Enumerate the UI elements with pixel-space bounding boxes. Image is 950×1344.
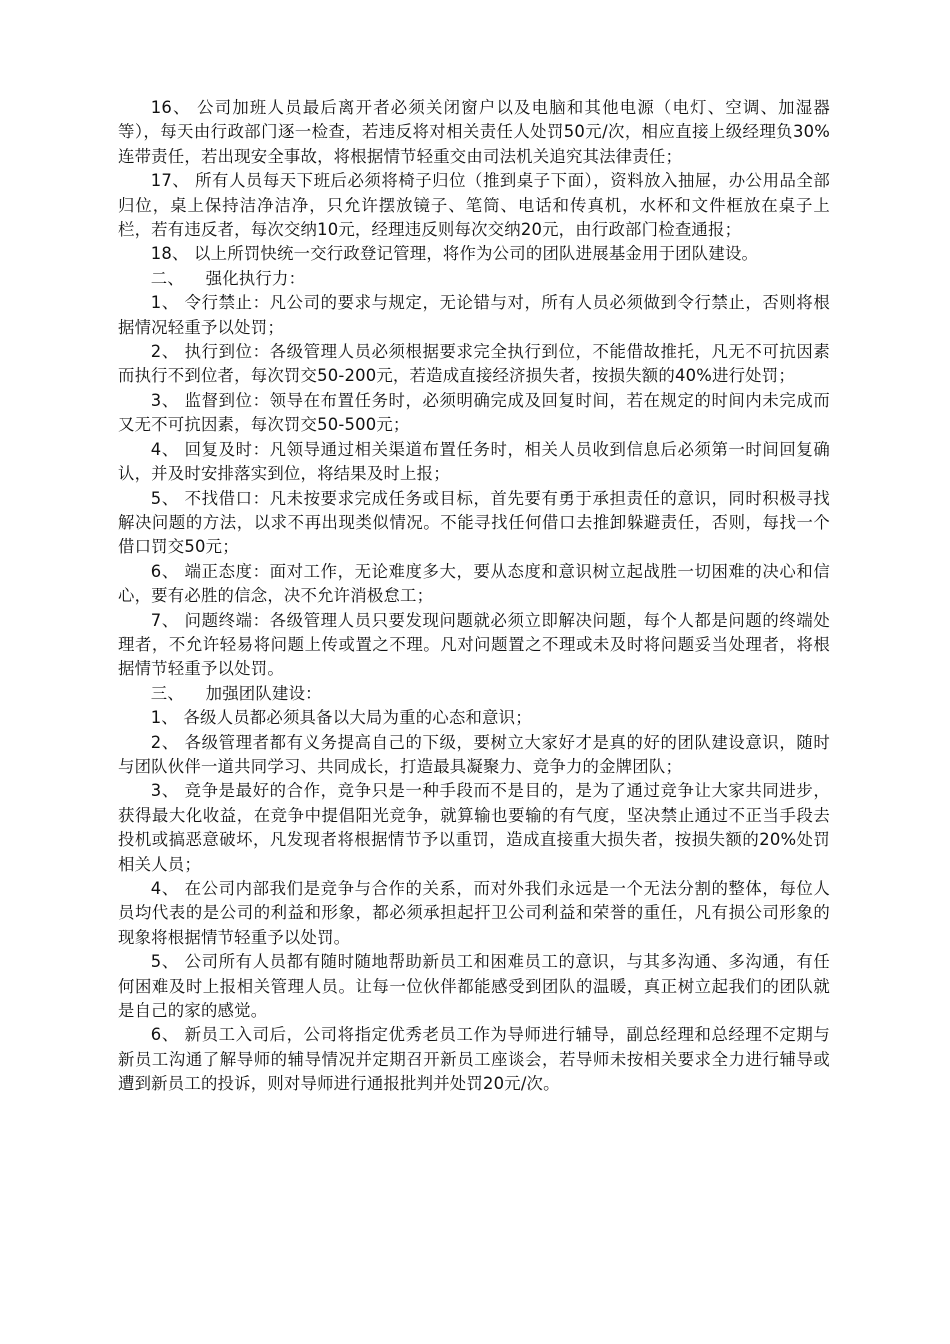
section-heading-teamwork: 三、 加强团队建设： [150,683,322,703]
execution-item-2: 2、 执行到位：各级管理人员必须根据要求完全执行到位，不能借故推托，凡无不可抗因素而执行不到位者，每次罚交50-200元，若造成直接经济损失者，按损失额的40%进行处罚； [118,342,830,386]
section-heading-execution: 二、 强化执行力： [150,268,306,288]
rule-item-18: 18、 以上所罚快统一交行政登记管理，将作为公司的团队进展基金用于团队建设。 [150,244,759,264]
section-execution [118,267,830,682]
execution-item-6: 6、 端正态度：面对工作，无论难度多大，要从态度和意识树立起战胜一切困难的决心和信心，要有必胜的信念，决不允许消极怠工； [118,561,830,606]
teamwork-item-4: 4、 在公司内部我们是竞争与合作的关系，而对外我们永远是一个无法分割的整体，每位人员均代表的是公司的利益和形象，都必须承担起扞卫公司利益和荣誉的重任，凡有损公司形象的现象将根据情节轻重予以处罚。 [118,879,830,947]
rule-item-17: 17、 所有人员每天下班后必须将椅子归位（推到桌子下面），资料放入抽屉，办公用品全部归位，桌上保持洁净洁净，只允许摆放镜子、笔筒、电话和传真机，水杯和文件框放在桌子上栏，若有违反者，每次交纳10元，经理违反则每次交纳20元，由行政部门检查通报； [118,171,830,240]
teamwork-item-2: 2、 各级管理者都有义务提高自己的下级，要树立大家好才是真的好的团队建设意识，随时与团队伙伴一道共同学习、共同成长，打造最具凝聚力、竞争力的金牌团队； [118,732,830,776]
penalty-rules-continued [118,96,830,267]
teamwork-item-1: 1、 各级人员都必须具备以大局为重的心态和意识； [150,708,532,728]
execution-item-5: 5、 不找借口：凡未按要求完成任务或目标，首先要有勇于承担责任的意识，同时积极寻找解决问题的方法，以求不再出现类似情况。不能寻找任何借口去推卸躲避责任，否则，每找一个借口罚交50元； [118,488,830,557]
execution-item-4: 4、 回复及时：凡领导通过相关渠道布置任务时，相关人员收到信息后必须第一时间回复确认，并及时安排落实到位，将结果及时上报； [118,439,830,484]
teamwork-item-6: 6、 新员工入司后，公司将指定优秀老员工作为导师进行辅导，副总经理和总经理不定期与新员工沟通了解导师的辅导情况并定期召开新员工座谈会，若导师未按相关要求全力进行辅导或遭到新员工的投诉，则对导师进行通报批判并处罚20元/次。 [118,1025,830,1094]
rule-item-16: 16、 公司加班人员最后离开者必须关闭窗户以及电脑和其他电源（电灯、空调、加湿器等），每天由行政部门逐一检查，若违反将对相关责任人处罚50元/次，相应直接上级经理负30%连带责任，若出现安全事故，将根据情节轻重交由司法机关追究其法律责任； [118,98,830,166]
teamwork-item-3: 3、 竞争是最好的合作，竞争只是一种手段而不是目的，是为了通过竞争让大家共同进步，获得最大化收益，在竞争中提倡阳光竞争，就算输也要输的有气度，坚决禁止通过不正当手段去投机或搞恶意破坏，凡发现者将根据情节予以重罚，造成直接重大损失者，按损失额的20%处罚相关人员； [118,781,830,874]
execution-item-7: 7、 问题终端：各级管理人员只要发现问题就必须立即解决问题，每个人都是问题的终端处理者，不允许轻易将问题上传或置之不理。凡对问题置之不理或未及时将问题妥当处理者，将根据情节轻重予以处罚。 [118,610,830,679]
section-teamwork [118,682,830,1097]
teamwork-item-5: 5、 公司所有人员都有随时随地帮助新员工和困难员工的意识，与其多沟通、多沟通，有任何困难及时上报相关管理人员。让每一位伙伴都能感受到团队的温暖，真正树立起我们的团队就是自己的家的感觉。 [118,952,830,1021]
document-body [118,96,830,1097]
execution-item-1: 1、 令行禁止：凡公司的要求与规定，无论错与对，所有人员必须做到令行禁止，否则将根据情况轻重予以处罚； [118,293,830,337]
execution-item-3: 3、 监督到位：领导在布置任务时，必须明确完成及回复时间，若在规定的时间内未完成而又无不可抗因素，每次罚交50-500元； [118,390,830,435]
